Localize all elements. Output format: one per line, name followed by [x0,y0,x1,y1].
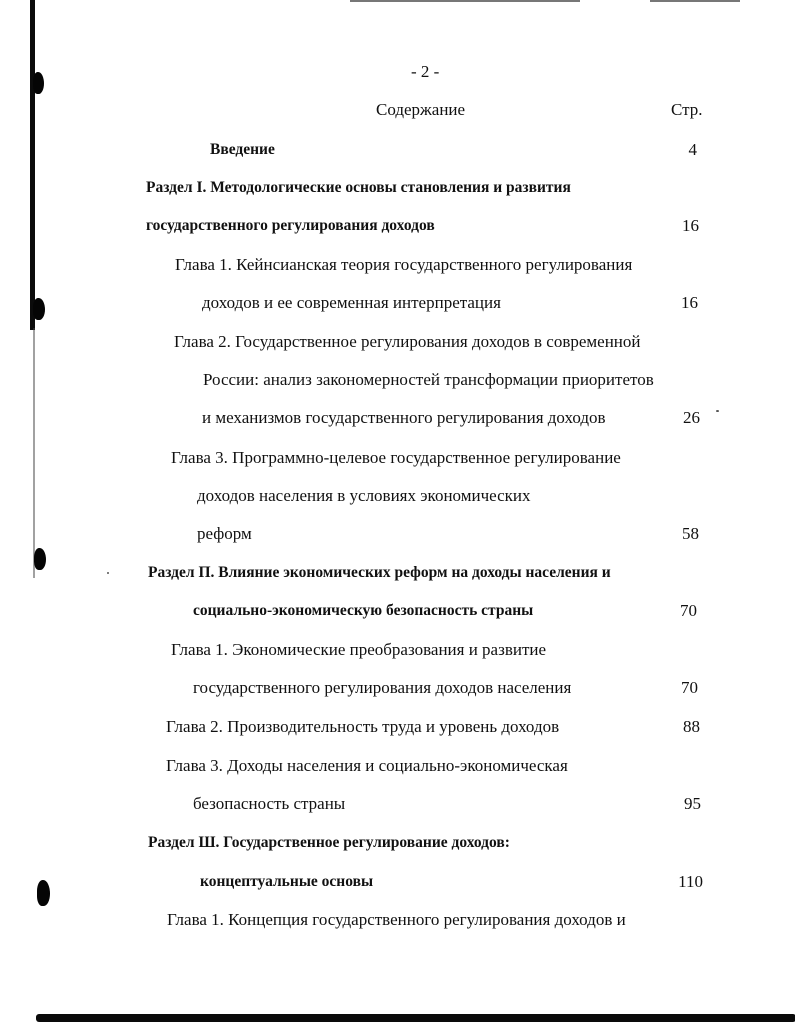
scan-top-rule [350,0,580,2]
toc-page-number: 26 [683,408,700,427]
toc-page-number: 58 [682,524,699,543]
toc-line: концептуальные основы [200,873,374,890]
toc-line: Глава 2. Производительность труда и уровень доходов [166,717,560,736]
toc-line: безопасность страны [193,794,346,813]
toc-page-number: 95 [684,794,701,813]
toc-line: Глава 2. Государственное регулирования доходов в современной [174,332,641,351]
binding-hole-mark [37,880,50,906]
binding-hole-mark [34,548,46,570]
toc-page-number: 16 [681,293,698,312]
toc-line: Глава 1. Концепция государственного регулирования доходов и [167,910,626,929]
toc-line: государственного регулирования доходов [146,217,435,234]
toc-line: социально-экономическую безопасность страны [193,602,534,619]
toc-line: Раздел I. Методологические основы становления и развития [146,179,571,196]
scan-speck [107,572,109,574]
toc-line: Введение [210,141,275,158]
toc-line: доходов населения в условиях экономических [197,486,531,505]
toc-line: Глава 3. Программно-целевое государственное регулирование [171,448,621,467]
toc-line: Глава 1. Кейнсианская теория государственного регулирования [175,255,633,274]
toc-line: реформ [197,524,252,543]
toc-line: и механизмов государственного регулирования доходов [202,408,606,427]
page-column-label: Стр. [671,100,703,119]
scan-left-edge [33,328,35,578]
toc-line: Глава 1. Экономические преобразования и развитие [171,640,547,659]
toc-page-number: 110 [678,872,703,891]
toc-page-number: 88 [683,717,700,736]
scan-top-rule [650,0,740,2]
scan-speck [716,410,719,412]
toc-line: государственного регулирования доходов населения [193,678,572,697]
toc-page-number: 70 [680,601,697,620]
scan-left-edge [30,0,35,330]
binding-hole-mark [33,298,45,320]
toc-page-number: 70 [681,678,698,697]
toc-line: Раздел Ш. Государственное регулирование доходов: [148,834,510,851]
toc-line: Раздел П. Влияние экономических реформ на доходы населения и [148,564,611,581]
toc-heading: Содержание [376,100,466,119]
toc-page-number: 4 [688,140,697,159]
scan-bottom-rule [36,1014,795,1022]
toc-page-number: 16 [682,216,699,235]
binding-hole-mark [33,72,44,94]
toc-line: Глава 3. Доходы населения и социально-экономическая [166,756,568,775]
page-number: - 2 - [411,62,440,81]
toc-line: России: анализ закономерностей трансформации приоритетов [203,370,654,389]
toc-line: доходов и ее современная интерпретация [202,293,501,312]
